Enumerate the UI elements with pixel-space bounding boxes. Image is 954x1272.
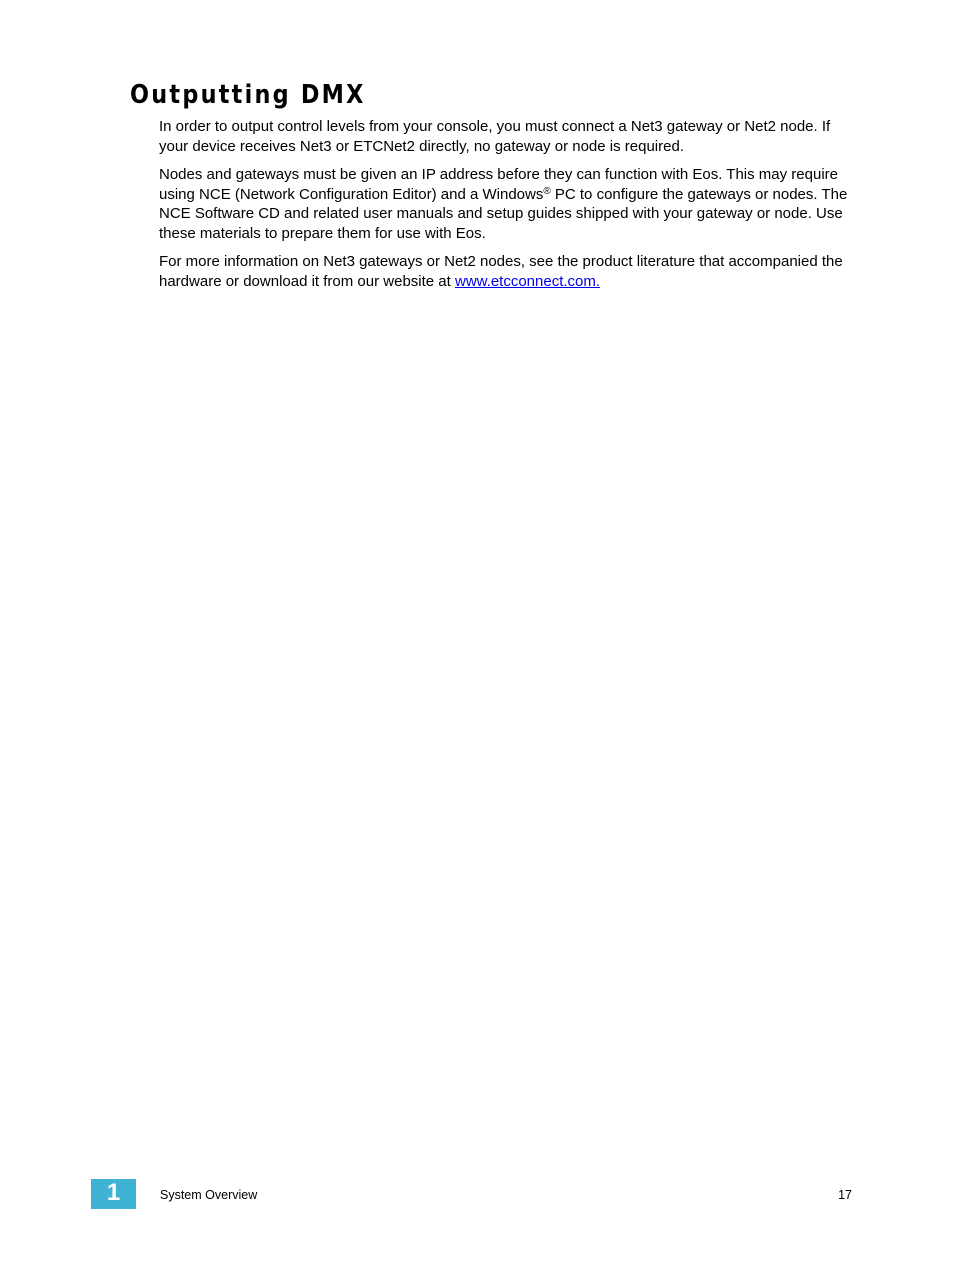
footer-page-number: 17: [838, 1188, 852, 1202]
paragraph-more-information: [159, 252, 859, 291]
paragraph-ip-text-start: Nodes and gateways must be given an IP address before they can function with Eos. This may require using NCE (Network Configuration Editor) and a Windows: [159, 166, 838, 203]
chapter-number-tab: 1: [91, 1179, 136, 1209]
body-text: [159, 117, 859, 300]
paragraph-ip-text-end: PC to configure the gateways or nodes. The NCE Software CD and related user manuals and setup guides shipped with your gateway or node. Use these materials to prepare them for use with Eos.: [159, 185, 848, 242]
paragraph-output-requirements: In order to output control levels from your console, you must connect a Net3 gateway or Net2 node. If your device receives Net3 or ETCNet2 directly, no gateway or node is required.: [159, 118, 831, 155]
paragraph-ip-configuration: [159, 165, 859, 243]
registered-mark: ®: [543, 185, 551, 197]
paragraph-more-info-text: For more information on Net3 gateways or Net2 nodes, see the product literature that accompanied the hardware or download it from our website at: [159, 253, 843, 290]
etcconnect-link[interactable]: www.etcconnect.com.: [454, 272, 601, 290]
section-heading: Outputting DMX: [130, 80, 366, 110]
footer-section-name: System Overview: [160, 1188, 258, 1202]
